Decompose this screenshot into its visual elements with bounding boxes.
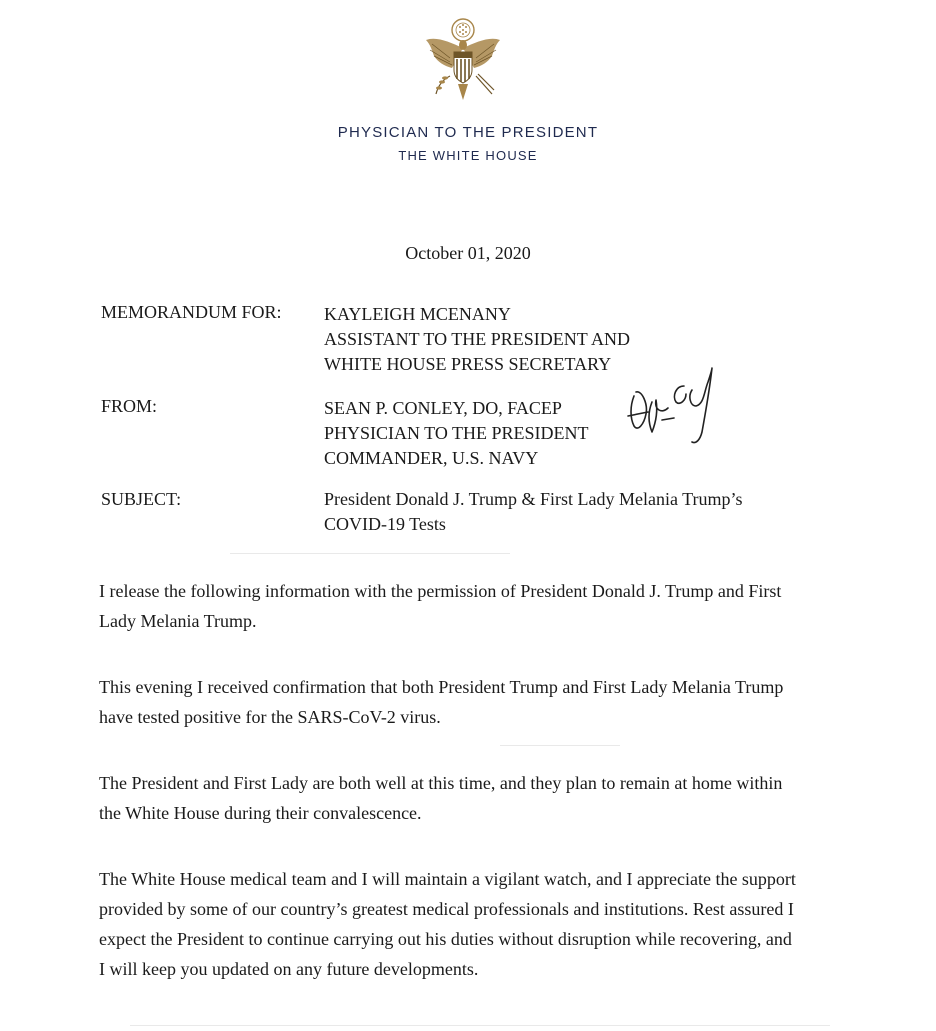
- paragraph-line: The President and First Lady are both well at this time, and they plan to remain at home within: [99, 773, 783, 793]
- memo-for-line: KAYLEIGH MCENANY: [324, 304, 511, 324]
- paragraph-line: expect the President to continue carrying out his duties without disruption while recovering, and: [99, 929, 792, 949]
- memo-from-value: [324, 396, 589, 471]
- letterhead-subtitle: THE WHITE HOUSE: [398, 148, 538, 163]
- memo-for-line: WHITE HOUSE PRESS SECRETARY: [324, 354, 612, 374]
- memo-subject-label: SUBJECT:: [101, 489, 182, 509]
- memo-for-line: ASSISTANT TO THE PRESIDENT AND: [324, 329, 630, 349]
- body-paragraph: [99, 576, 839, 636]
- scan-artifact: [500, 745, 620, 746]
- paragraph-line: the White House during their convalescence.: [99, 803, 422, 823]
- memo-for-value: [324, 302, 630, 377]
- paragraph-line: have tested positive for the SARS-CoV-2 virus.: [99, 707, 441, 727]
- paragraph-line: provided by some of our country’s greatest medical professionals and institutions. Rest assured I: [99, 899, 794, 919]
- eagle-seal-icon: [420, 14, 506, 106]
- paragraph-line: I will keep you updated on any future developments.: [99, 959, 479, 979]
- paragraph-line: Lady Melania Trump.: [99, 611, 257, 631]
- memo-from-label: FROM:: [101, 396, 158, 416]
- paragraph-line: I release the following information with the permission of President Donald J. Trump and First: [99, 581, 782, 601]
- scan-artifact: [130, 1025, 830, 1026]
- body-paragraph: [99, 768, 839, 828]
- paragraph-line: The White House medical team and I will maintain a vigilant watch, and I appreciate the support: [99, 869, 796, 889]
- body-paragraph: [99, 672, 839, 732]
- scan-artifact: [230, 553, 510, 554]
- memo-date: October 01, 2020: [405, 243, 531, 263]
- memo-from-line: COMMANDER, U.S. NAVY: [324, 448, 539, 468]
- memo-from-line: PHYSICIAN TO THE PRESIDENT: [324, 423, 589, 443]
- handwritten-signature-icon: [622, 362, 726, 448]
- memo-from-line: SEAN P. CONLEY, DO, FACEP: [324, 398, 562, 418]
- body-paragraph: [99, 864, 839, 984]
- memo-for-label: MEMORANDUM FOR:: [101, 302, 282, 322]
- paragraph-line: This evening I received confirmation that both President Trump and First Lady Melania Trump: [99, 677, 784, 697]
- memo-subject-line: President Donald J. Trump & First Lady Melania Trump’s: [324, 489, 743, 509]
- letterhead-title: PHYSICIAN TO THE PRESIDENT: [337, 124, 599, 141]
- memo-subject-line: COVID-19 Tests: [324, 514, 446, 534]
- memo-subject-value: [324, 487, 743, 537]
